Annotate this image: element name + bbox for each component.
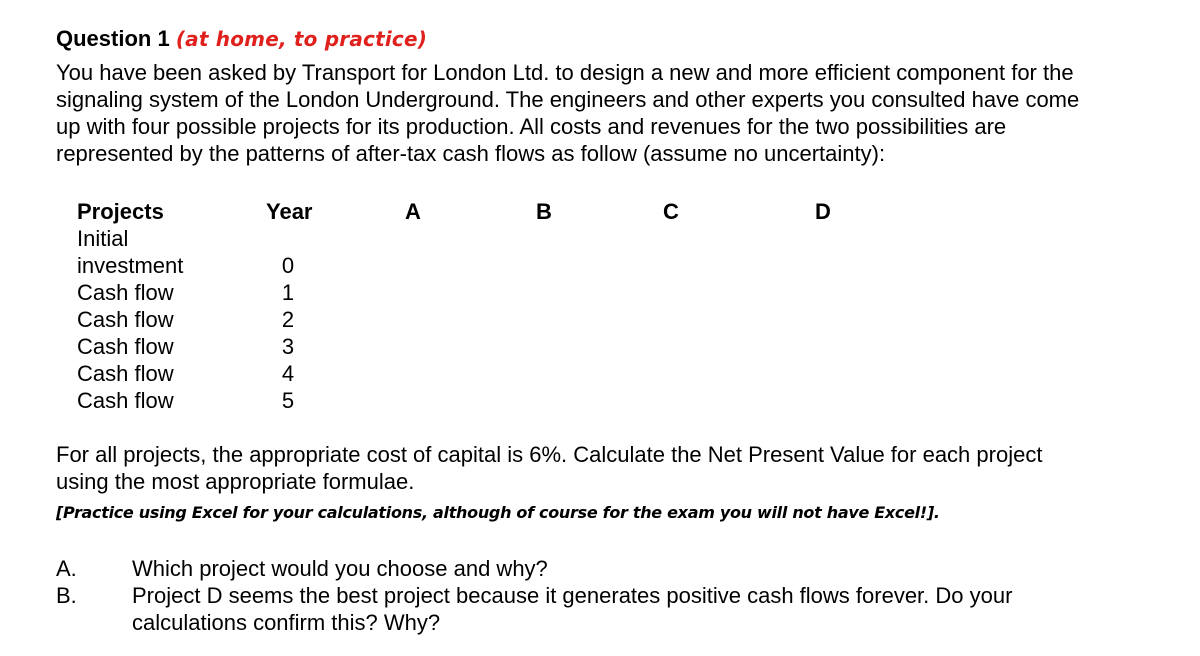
question-subtitle: (at home, to practice) [175,27,428,51]
intro-line: up with four possible projects for its production. All costs and revenues for the two possibilities are [56,114,1007,139]
header-c: C [663,199,679,224]
intro-line: You have been asked by Transport for London Ltd. to design a new and more efficient component for the [56,60,1074,85]
intro-paragraph [56,59,1166,167]
subquestion-letter: B. [56,583,77,608]
row-year: 4 [281,361,295,386]
subquestion-text: Project D seems the best project because it generates positive cash flows forever. Do your [132,583,1013,608]
header-d: D [815,199,831,224]
subquestion-letter: A. [56,556,77,581]
row-year: 0 [281,253,295,278]
intro-line: represented by the patterns of after-tax cash flows as follow (assume no uncertainty): [56,141,886,166]
row-year: 2 [281,307,295,332]
question-number: Question 1 [56,26,170,51]
practice-note: [Practice using Excel for your calculations, although of course for the exam you will not have Excel!]. [56,503,940,522]
header-a: A [405,199,421,224]
header-year: Year [266,199,313,224]
subquestion-text: Which project would you choose and why? [132,556,548,581]
row-year: 1 [281,280,295,305]
header-b: B [536,199,552,224]
question-title [56,24,427,54]
row-year: 5 [281,388,295,413]
row-label: Cash flow [77,334,174,359]
row-label: investment [77,253,184,278]
instructions-line: For all projects, the appropriate cost of capital is 6%. Calculate the Net Present Value for each project [56,442,1043,467]
header-projects: Projects [77,199,164,224]
instructions-paragraph [56,441,1042,495]
row-label: Cash flow [77,307,174,332]
row-label: Cash flow [77,280,174,305]
row-year: 3 [281,334,295,359]
initial-label: Initial [77,226,129,251]
row-label: Cash flow [77,388,174,413]
row-label: Cash flow [77,361,174,386]
subquestion-text: calculations confirm this? Why? [132,610,441,635]
instructions-line: using the most appropriate formulae. [56,469,415,494]
intro-line: signaling system of the London Underground. The engineers and other experts you consulted have come [56,87,1080,112]
